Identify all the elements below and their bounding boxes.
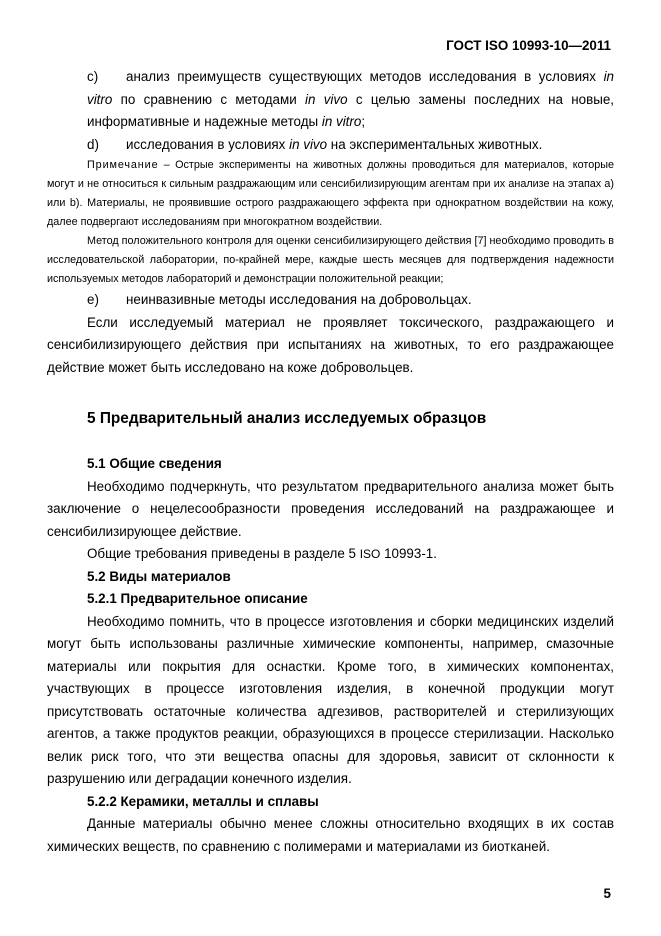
document-body (47, 66, 614, 858)
subsection-title-5-2-2: 5.2.2 Керамики, металлы и сплавы (87, 793, 319, 809)
paragraph-volunteers: Если исследуемый материал не проявляет токсического, раздражающего и сенсибилизирующего действия при испытаниях на животных, то его раздражающее действие может быть исследовано на коже добровольцев. (47, 314, 614, 375)
latin-term: in vivo (289, 136, 328, 152)
note-paragraph-2: Метод положительного контроля для оценки сенсибилизирующего действия [7] необходимо проводить в исследовательской лаборатории, по-крайней мере, каждые шесть месяцев для подтверждения надежности используемых методов лабораторий и демонстрации положительной реакции; (47, 235, 614, 285)
list-marker: с) (87, 69, 99, 84)
list-item-c: с) анализ преимуществ существующих методов исследования в условиях in vitro по сравнению с методами in vivo с целью замены последних на новые, информативные и надежные методы in vitro; (47, 66, 614, 134)
list-item-d: d) исследования в условиях in vivo на экспериментальных животных. (47, 134, 614, 157)
list-item-e: e) неинвазивные методы исследования на добровольцах. (47, 289, 614, 312)
latin-term: in vitro (87, 69, 614, 107)
latin-term: in vivo (304, 91, 348, 107)
subsection-title-5-2-1: 5.2.1 Предварительное описание (87, 591, 308, 606)
list-marker: e) (87, 292, 99, 307)
iso-abbrev: ISO (359, 547, 381, 561)
note-label: Примечание (87, 159, 159, 171)
note-text: – Острые эксперименты на животных должны проводиться для материалов, которые могут и не относиться к сильным раздражающим или сенсибилизирующим агентам при их анализе на этапах а) или b). Материалы, не проявившие острого раздражающего эффекта при однократном воздействии на кожу, далее подвергают исследованиям при многократном воздействии. (47, 159, 614, 228)
subsection-title-5-1: 5.1 Общие сведения (87, 456, 222, 471)
paragraph: Необходимо помнить, что в процессе изготовления и сборки медицинских изделий могут быть использованы различные химические компоненты, например, смазочные материалы или покрытия для оснастки. Кроме того, в химических компонентах, участвующих в процессе изготовления изделия, в конечной продукции могут присутствовать остаточные количества адгезивов, растворителей и стерилизующих агентов, а также продуктов реакции, образующихся в процессе стерилизации. Насколько велик риск того, что эти вещества опасны для здоровья, зависит от склонности к разрушению или деградации конечного изделия. (47, 613, 614, 786)
list-marker: d) (87, 136, 99, 152)
subsection-title-5-2: 5.2 Виды материалов (87, 568, 231, 584)
paragraph: Общие требования приведены в разделе 5 ISO 10993-1. (87, 546, 437, 561)
document-code: ГОСТ ISO 10993-10—2011 (446, 38, 611, 53)
latin-term: in vitro (321, 114, 362, 129)
note-paragraph (47, 156, 614, 232)
page-number: 5 (603, 886, 611, 901)
paragraph: Данные материалы обычно менее сложны относительно входящих в их состав химических веществ, по сравнению с полимерами и материалами из биотканей. (47, 816, 614, 854)
section-title: 5 Предварительный анализ исследуемых образцов (87, 410, 487, 427)
paragraph: Необходимо подчеркнуть, что результатом предварительного анализа может быть заключение о нецелесообразности проведения исследований на раздражающее и сенсибилизирующее действие. (47, 478, 614, 539)
